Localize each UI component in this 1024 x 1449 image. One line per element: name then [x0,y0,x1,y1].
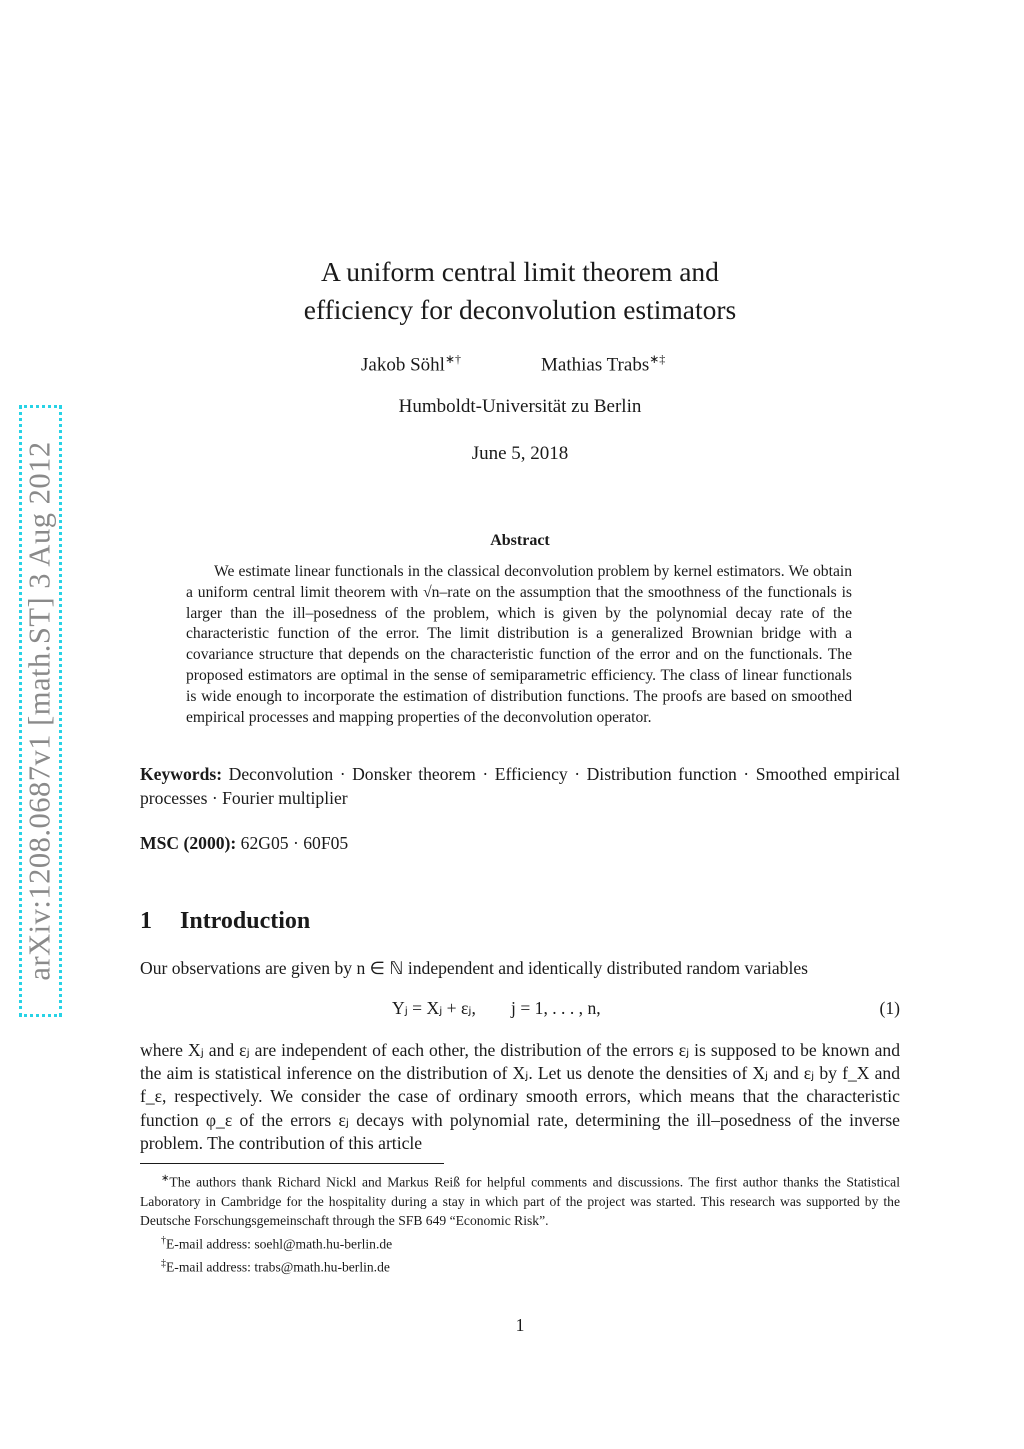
abstract-text: We estimate linear functionals in the classical deconvolution problem by kernel estimators. We obtain a uniform central limit theorem with √n–rate on the assumption that the smoothness of the functionals is larger than the ill–posedness of the problem, which is given by the polynomial decay rate of the characteristic function of the error. The limit distribution is a generalized Brownian bridge with a covariance structure that depends on the characteristic function of the error and on the functionals. The proposed estimators are optimal in the sense of semiparametric efficiency. The class of linear functionals is wide enough to incorporate the estimation of distribution functions. The proofs are based on smoothed empirical processes and mapping properties of the deconvolution operator. [186,563,852,726]
msc-text: 62G05 · 60F05 [240,833,349,853]
author-1-marks: ∗† [444,352,461,366]
affiliation: Humboldt-Universität zu Berlin [398,396,642,417]
paper-title-line-1: A uniform central limit theorem and [321,256,719,287]
equation-body: Yⱼ = Xⱼ + εⱼ, j = 1, . . . , n, [392,998,601,1018]
arxiv-stamp: arXiv:1208.0687v1 [math.ST] 3 Aug 2012 [22,441,57,981]
paper-title-line-2: efficiency for deconvolution estimators [303,294,737,325]
footnote-rule [140,1163,444,1164]
paper-date: June 5, 2018 [471,443,569,464]
author-2-marks: ∗‡ [649,352,666,366]
footnotes [140,1169,900,1277]
keywords [140,763,900,810]
footnote-3: ‡E-mail address: trabs@math.hu-berlin.de [161,1257,390,1275]
author-1: Jakob Söhl∗† [361,352,461,376]
footnote-1: ∗The authors thank Richard Nickl and Markus Reiß for helpful comments and discussions. The first author thanks the Statistical Laboratory in Cambridge for the hospitality during a stay in which part of the project was started. This research was supported by the Deutsche Forschungsgemeinschaft through the SFB 649 “Economic Risk”. [140,1173,900,1229]
section-heading [140,908,310,935]
abstract-body [186,562,852,728]
footnote-2: †E-mail address: soehl@math.hu-berlin.de [161,1234,393,1252]
msc-classification [140,833,900,854]
section-title: Introduction [180,908,311,934]
equation-number: (1) [879,998,900,1018]
intro-paragraph-1: Our observations are given by n ∈ ℕ independent and identically distributed random variables [140,958,808,978]
abstract-heading: Abstract [490,532,550,549]
keywords-label: Keywords: [140,764,223,784]
section-number: 1 [140,908,152,934]
keywords-text: Deconvolution · Donsker theorem · Efficiency · Distribution function · Smoothed empirical processes · Fourier multiplier [140,764,900,808]
author-2: Mathias Trabs∗‡ [541,352,666,376]
intro-paragraph-2: where Xⱼ and εⱼ are independent of each other, the distribution of the errors εⱼ is supposed to be known and the aim is statistical inference on the distribution of Xⱼ. Let us denote the densities of Xⱼ and εⱼ by f_X and f_ε, respectively. We consider the case of ordinary smooth errors, which means that the characteristic function φ_ε of the errors εⱼ decays with polynomial rate, determining the ill–posedness of the inverse problem. The contribution of this article [140,1040,900,1153]
msc-label: MSC (2000): [140,833,237,853]
page-number: 1 [515,1315,525,1335]
